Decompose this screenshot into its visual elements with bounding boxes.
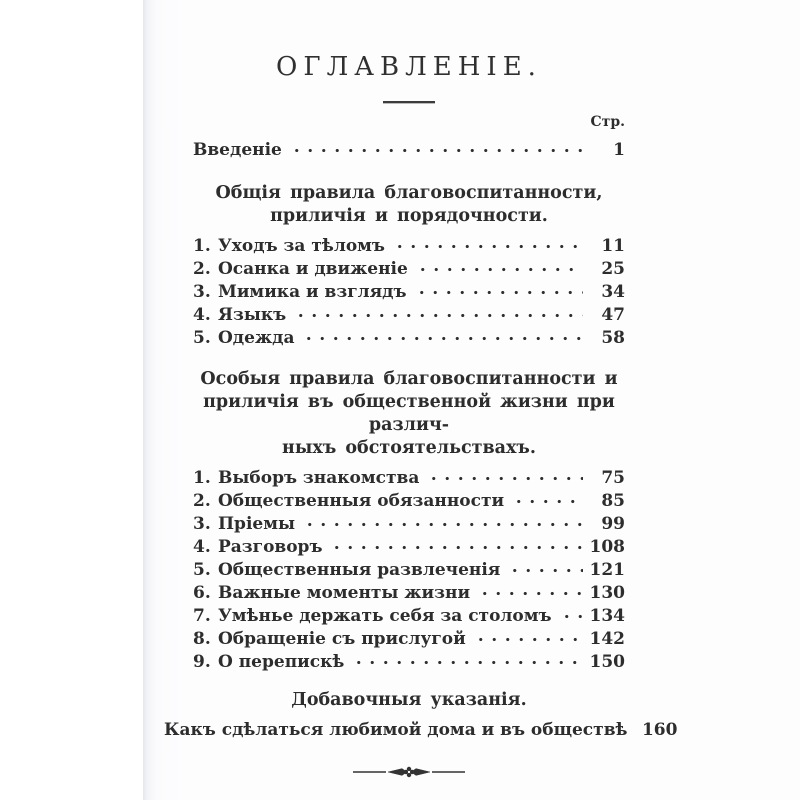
row-number: 1. [193, 468, 211, 488]
toc-row [164, 719, 678, 742]
toc-row [193, 235, 625, 258]
section-heading-line: Добавочныя указанія. [291, 690, 527, 710]
toc-row [193, 651, 625, 674]
row-label: Языкъ [218, 305, 287, 325]
dot-leader [352, 651, 583, 674]
toc-content [164, 0, 678, 780]
row-label: Какъ сдѣлаться любимой дома и въ обществѣ [164, 720, 628, 740]
toc-section-items [193, 467, 625, 674]
row-page-number: 142 [589, 629, 625, 649]
book-page [143, 0, 800, 800]
dot-leader [416, 258, 583, 281]
section-heading [193, 182, 625, 228]
row-page-number: 150 [589, 652, 625, 672]
row-page-number: 11 [601, 236, 625, 256]
dot-leader [330, 536, 583, 559]
toc-row [193, 536, 625, 559]
toc-row [193, 513, 625, 536]
row-label: Уходъ за тѣломъ [218, 236, 385, 256]
toc-row [193, 281, 625, 304]
dot-leader [427, 467, 583, 490]
row-page-number: 108 [589, 537, 625, 557]
toc-row [193, 467, 625, 490]
row-page-number: 1 [613, 140, 625, 160]
page-title: ОГЛАВЛЕНІЕ. [276, 52, 542, 82]
toc-row [193, 628, 625, 651]
row-label: Обращеніе съ прислугой [218, 629, 466, 649]
row-label: Мимика и взглядъ [218, 282, 407, 302]
toc-row [193, 490, 625, 513]
toc-row [193, 582, 625, 605]
row-page-number: 99 [601, 514, 625, 534]
row-page-number: 85 [601, 491, 625, 511]
row-number: 8. [193, 629, 211, 649]
section-heading [193, 368, 625, 460]
dot-leader [512, 490, 583, 513]
toc-row [193, 304, 625, 327]
row-label: Общественныя обязанности [218, 491, 505, 511]
row-label: Осанка и движеніе [218, 259, 408, 279]
toc-row [193, 605, 625, 628]
toc-row [193, 559, 625, 582]
dot-leader [393, 235, 583, 258]
row-page-number: 34 [601, 282, 625, 302]
row-number: 2. [193, 259, 211, 279]
page-column-header: Стр. [590, 114, 625, 130]
row-number: 5. [193, 328, 211, 348]
row-label: Введеніе [193, 140, 282, 160]
toc-row [193, 327, 625, 350]
dot-leader [415, 281, 583, 304]
row-number: 3. [193, 282, 211, 302]
row-label: Умѣнье держать себя за столомъ [218, 606, 552, 626]
row-page-number: 58 [601, 328, 625, 348]
row-number: 9. [193, 652, 211, 672]
toc-row-intro [193, 139, 625, 162]
row-number: 3. [193, 514, 211, 534]
row-label: Важные моменты жизни [218, 583, 471, 603]
section-heading-line: Особыя правила благовоспитанности и [200, 369, 618, 389]
row-number: 1. [193, 236, 211, 256]
tailpiece-divider-ornament-icon [193, 764, 625, 780]
row-number: 7. [193, 606, 211, 626]
dot-leader [478, 582, 583, 605]
row-page-number: 160 [641, 720, 678, 740]
section-heading [193, 689, 625, 712]
row-page-number: 121 [589, 560, 625, 580]
section-heading-line: приличія въ общественной жизни при различ- [203, 392, 615, 435]
row-label: Общественныя развлеченія [218, 560, 501, 580]
row-label: Пріемы [218, 514, 296, 534]
row-number: 4. [193, 537, 211, 557]
row-page-number: 134 [589, 606, 625, 626]
title-rule [383, 101, 435, 103]
section-heading-line: ныхъ обстоятельствахъ. [282, 438, 536, 458]
dot-leader [303, 513, 583, 536]
row-number: 6. [193, 583, 211, 603]
row-page-number: 25 [601, 259, 625, 279]
dot-leader [560, 605, 583, 628]
dot-leader [302, 327, 583, 350]
dot-leader [474, 628, 583, 651]
row-label: Разговоръ [218, 537, 323, 557]
row-number: 4. [193, 305, 211, 325]
section-heading-line: приличія и порядочности. [270, 206, 548, 226]
row-page-number: 130 [589, 583, 625, 603]
row-label: О перепискѣ [218, 652, 345, 672]
dot-leader [290, 139, 583, 162]
row-number: 5. [193, 560, 211, 580]
row-label: Одежда [218, 328, 295, 348]
dot-leader [294, 304, 583, 327]
section-heading-line: Общія правила благовоспитанности, [215, 183, 603, 203]
row-page-number: 75 [601, 468, 625, 488]
toc-row [193, 258, 625, 281]
row-page-number: 47 [601, 305, 625, 325]
dot-leader [508, 559, 583, 582]
row-number: 2. [193, 491, 211, 511]
row-label: Выборъ знакомства [218, 468, 420, 488]
toc-section-items [193, 235, 625, 350]
